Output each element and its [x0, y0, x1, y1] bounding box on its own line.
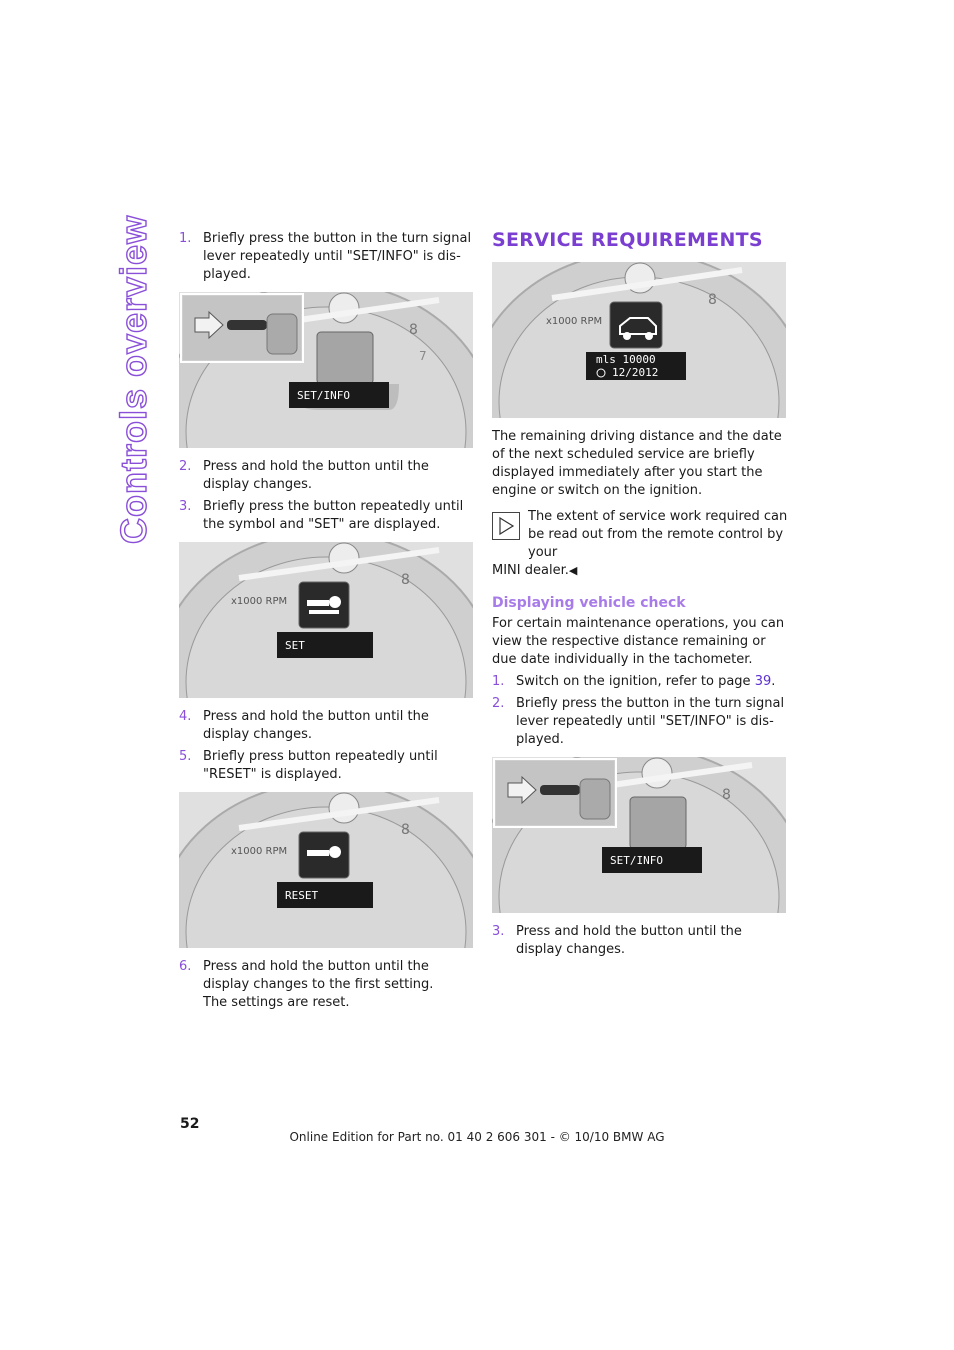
- display-text: SET/INFO: [610, 854, 663, 867]
- list-item: 2. Press and hold the button until the display changes.: [179, 459, 429, 492]
- subheading: Displaying vehicle check: [492, 595, 686, 611]
- svg-text:x1000 RPM: x1000 RPM: [546, 316, 603, 327]
- right-column: SERVICE REQUIREMENTS 8 x1000 RPM mls 10000 12/2012 The remaining driving distance and the date of the next scheduled service are briefly displayed immediately after you start the engine or switch on the ignition. The extent of service work required can be read out from the remote control by your MINI dealer.◀ Displaying vehicle check For certain maintenance operations, you can view the respective distance remaining or due date individually in the tachometer. 1. Switch on the ignition, refer to page 39. 2. Briefly press the button in the turn signal lever repeatedly until "SET/INFO" is dis-played. 8 SET/INFO 3. Press and hold the button until the display changes.: [492, 228, 788, 963]
- svg-text:8: 8: [401, 572, 410, 588]
- display-date: 12/2012: [612, 366, 659, 379]
- display-text: SET/INFO: [297, 389, 350, 402]
- list-item: 3. Briefly press the button repeatedly until the symbol and "SET" are displayed.: [179, 499, 464, 532]
- display-text: RESET: [285, 889, 319, 902]
- page-number: 52: [180, 1116, 200, 1132]
- footer: Online Edition for Part no. 01 40 2 606 301 - © 10/10 BMW AG: [289, 1130, 665, 1144]
- svg-text:8: 8: [401, 822, 410, 838]
- end-mark-icon: ◀: [568, 564, 578, 577]
- list-item: 6. Press and hold the button until the display changes to the first setting. The settings are reset.: [179, 959, 434, 1010]
- figure-service-display: [492, 262, 786, 418]
- display-text: SET: [285, 639, 305, 652]
- note-triangle-icon: [492, 512, 520, 540]
- display-distance: mls 10000: [596, 353, 656, 366]
- svg-text:7: 7: [419, 349, 427, 363]
- list-item: 3. Press and hold the button until the display changes.: [492, 924, 742, 957]
- page-link[interactable]: 39: [754, 674, 772, 689]
- svg-text:8: 8: [722, 787, 731, 803]
- section-side-title: Controls overview: [113, 214, 154, 544]
- list-item: 5. Briefly press button repeatedly until "RESET" is displayed.: [179, 749, 438, 782]
- figure-set-info: [179, 292, 473, 448]
- figure-reset: [179, 792, 473, 948]
- figure-set: [179, 542, 473, 698]
- section-heading: SERVICE REQUIREMENTS: [492, 229, 763, 251]
- list-item: 1. Briefly press the button in the turn signal lever repeatedly until "SET/INFO" is dis-played.: [179, 231, 472, 282]
- svg-text:x1000 RPM: x1000 RPM: [231, 596, 288, 607]
- list-item: 4. Press and hold the button until the display changes.: [179, 709, 429, 742]
- svg-text:x1000 RPM: x1000 RPM: [231, 846, 288, 857]
- left-column: [179, 230, 475, 1016]
- list-item: 2. Briefly press the button in the turn signal lever repeatedly until "SET/INFO" is dis-played.: [492, 696, 785, 747]
- figure-set-info-2: [492, 757, 786, 913]
- list-item: 1. Switch on the ignition, refer to page 39.: [492, 674, 776, 689]
- svg-text:8: 8: [409, 322, 418, 338]
- note: The extent of service work required can be read out from the remote control by your MINI dealer.◀: [492, 509, 788, 578]
- svg-text:8: 8: [708, 292, 717, 308]
